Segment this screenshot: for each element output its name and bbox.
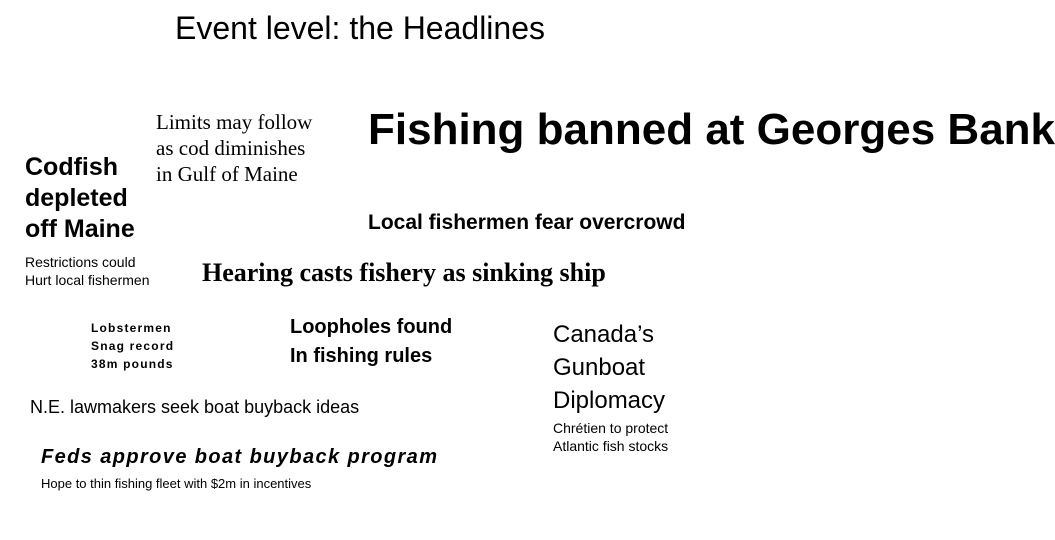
slide-title: Event level: the Headlines (175, 10, 545, 46)
headline-fishing-banned: Fishing banned at Georges Bank (368, 105, 1055, 154)
headline-restrictions: Restrictions could Hurt local fishermen (25, 254, 150, 288)
subheadline-overcrowding: Local fishermen fear overcrowd (368, 211, 686, 234)
headline-feds-buyback: Feds approve boat buyback program (41, 446, 439, 468)
headline-loopholes: Loopholes found In fishing rules (290, 316, 453, 367)
headline-lobstermen: Lobstermen Snag record 38m pounds (91, 321, 175, 371)
headline-limits: Limits may follow as cod diminishes in Gulf of Maine (156, 110, 313, 186)
subheadline-chretien: Chrétien to protect Atlantic fish stocks (553, 420, 669, 454)
headline-codfish: Codfish depleted off Maine (25, 153, 135, 243)
headline-hearing: Hearing casts fishery as sinking ship (202, 258, 606, 287)
headline-lawmakers: N.E. lawmakers seek boat buyback ideas (30, 397, 360, 417)
subheadline-thin-fleet: Hope to thin fishing fleet with $2m in incentives (41, 476, 312, 491)
headline-canada: Canada’s Gunboat Diplomacy (553, 321, 666, 414)
